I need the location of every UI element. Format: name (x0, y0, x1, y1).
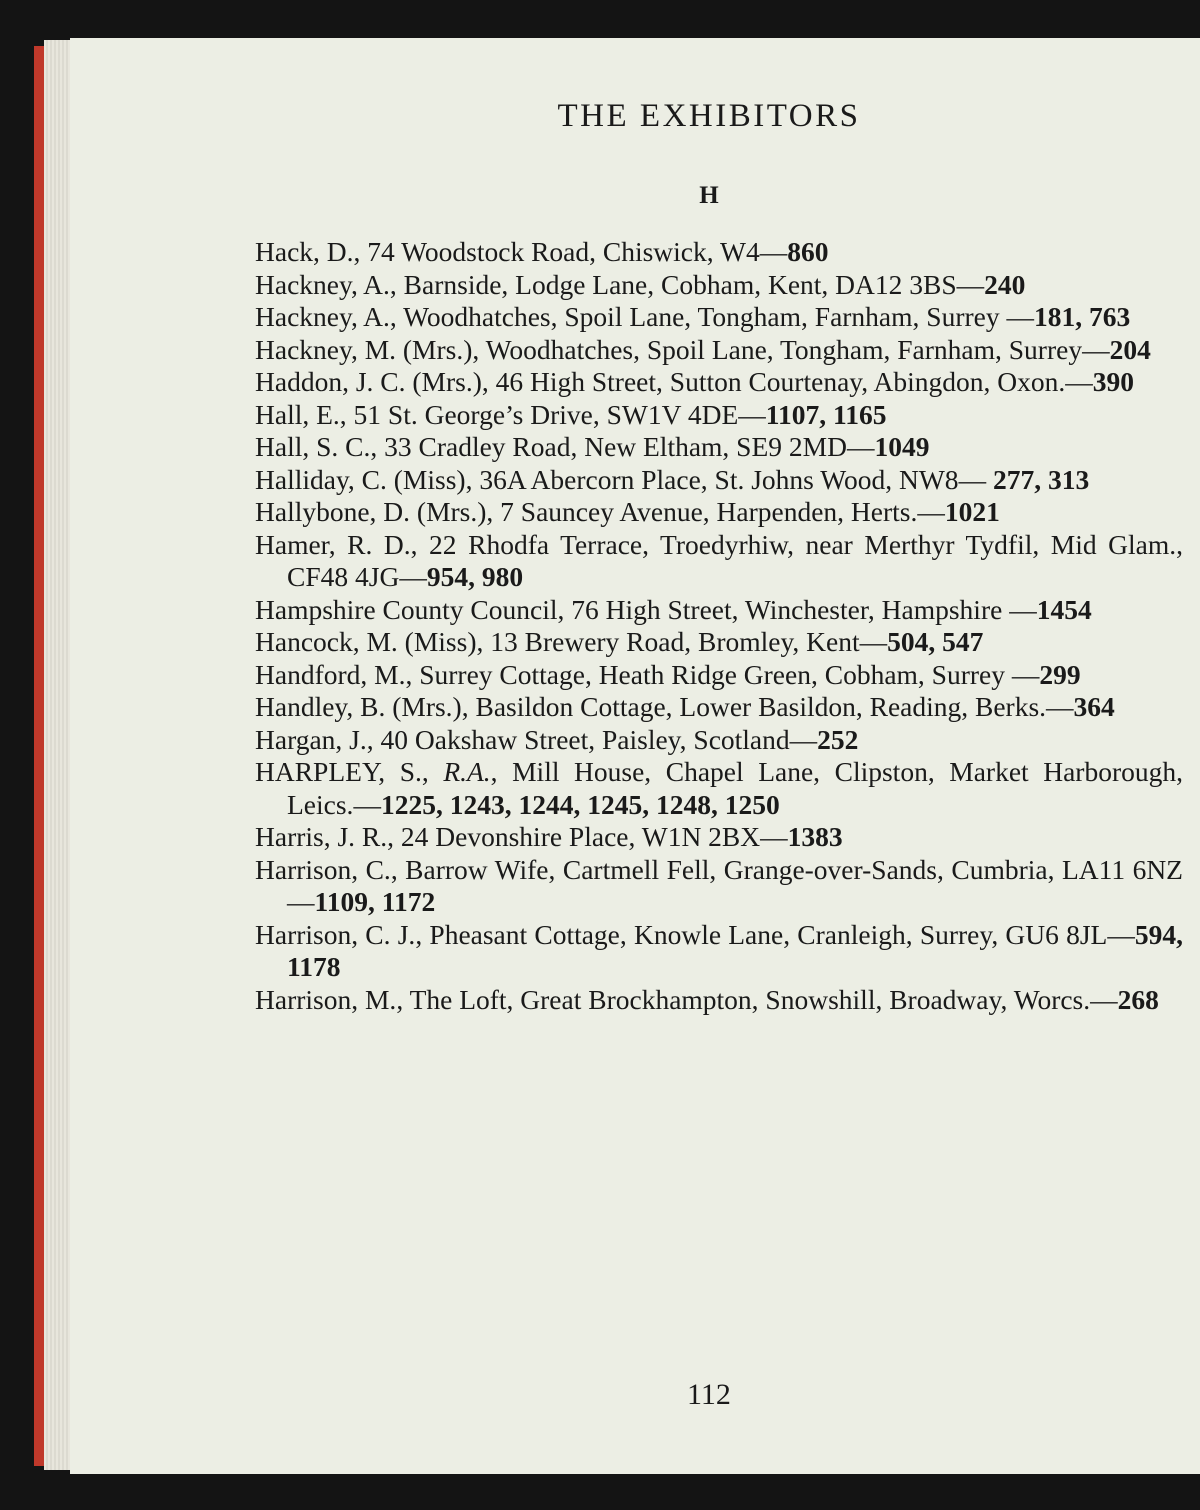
exhibitor-address: , 40 Oakshaw Street, Paisley, Scotland (366, 723, 790, 755)
exhibitor-name: Halliday, C. (Miss) (255, 463, 466, 495)
entry-dash: — (738, 398, 766, 430)
book-page (70, 38, 1200, 1474)
entry-dash: — (859, 626, 888, 657)
exhibitor-entry (255, 691, 1183, 724)
exhibitor-address: , Woodhatches, Spoil Lane, Tongham, Farnham, Surrey (389, 301, 1007, 332)
entry-dash: — (1065, 366, 1093, 397)
exhibitor-address: , Barnside, Lodge Lane, Cobham, Kent, DA12 3BS (389, 268, 957, 300)
catalogue-numbers: 299 (1039, 658, 1081, 690)
catalogue-numbers: 204 (1109, 333, 1151, 365)
exhibitor-entry (255, 984, 1183, 1017)
catalogue-numbers: 364 (1073, 691, 1115, 722)
exhibitor-name: Hackney, A. (255, 268, 390, 300)
catalogue-numbers: 268 (1117, 983, 1159, 1015)
exhibitor-address: , 51 St. George’s Drive, SW1V 4DE (339, 398, 739, 430)
exhibitor-entry: HARPLEY, S., R.A., Mill House, Chapel Lane, Clipston, Market Harborough, Leics.—1225, 1243, 1244, 1245, 1248, 1250 (255, 756, 1183, 820)
exhibitor-name: Haddon, J. C. (Mrs.) (255, 366, 482, 397)
exhibitor-address: , Barrow Wife, Cartmell Fell, Grange-over-Sands, Cumbria, LA11 6NZ (390, 853, 1183, 885)
exhibitor-entry (255, 821, 1183, 854)
exhibitor-address: , 13 Brewery Road, Bromley, Kent (476, 626, 860, 657)
entry-dash: — (399, 561, 427, 592)
page-heading: THE EXHIBITORS (557, 98, 861, 134)
exhibitor-list (255, 236, 1183, 1016)
catalogue-numbers: 1109, 1172 (314, 886, 436, 917)
exhibitor-address: , 36A Abercorn Place, St. Johns Wood, NW8 (465, 463, 959, 495)
exhibitor-entry (255, 659, 1183, 692)
entry-dash: — (1107, 918, 1135, 950)
exhibitor-name: Hargan, J. (255, 723, 367, 755)
entry-dash: — (1011, 658, 1040, 690)
exhibitor-name: Handley, B. (Mrs.) (255, 691, 462, 722)
entry-dash: — (1046, 691, 1074, 722)
catalogue-numbers: 277, 313 (992, 463, 1090, 495)
exhibitor-entry (255, 724, 1183, 757)
exhibitor-address: , 22 Rhodfa Terrace, Troedyrhiw, near Merthyr Tydfil, Mid Glam., CF48 4JG (287, 528, 1183, 592)
exhibitor-entry (255, 366, 1183, 399)
exhibitor-entry (255, 919, 1183, 984)
exhibitor-name: Hackney, A. (255, 301, 390, 332)
entry-dash: — (1009, 593, 1037, 625)
exhibitor-entry (255, 626, 1183, 659)
exhibitor-name: Harrison, C. J. (255, 918, 416, 950)
exhibitor-address: , 24 Devonshire Place, W1N 2BX (387, 821, 761, 852)
catalogue-numbers: 1049 (874, 431, 930, 462)
catalogue-numbers: 1454 (1036, 593, 1092, 625)
exhibitor-address: , Woodhatches, Spoil Lane, Tongham, Farnham, Surrey (472, 333, 1083, 365)
exhibitor-address: , Mill House, Chapel Lane, Clipston, Market Harborough, Leics. (287, 756, 1183, 820)
exhibitor-name: Hall, E. (255, 398, 340, 430)
entry-dash: — (1090, 983, 1118, 1015)
exhibitor-title: R.A. (443, 756, 491, 787)
exhibitor-entry (255, 529, 1183, 594)
exhibitor-entry (255, 431, 1183, 464)
exhibitor-address: , 33 Cradley Road, New Eltham, SE9 2MD (370, 431, 847, 462)
exhibitor-name: Harrison, C. (255, 853, 391, 885)
catalogue-numbers: 504, 547 (887, 626, 984, 657)
exhibitor-address: , 76 High Street, Winchester, Hampshire (557, 593, 1010, 625)
exhibitor-entry (255, 854, 1183, 919)
exhibitor-entry (255, 496, 1183, 529)
catalogue-numbers: 1107, 1165 (765, 398, 887, 430)
page-number: 112 (687, 1378, 731, 1411)
exhibitor-entry (255, 399, 1183, 432)
exhibitor-address: , Surrey Cottage, Heath Ridge Green, Cobham, Surrey (405, 658, 1012, 690)
catalogue-numbers: 390 (1092, 366, 1134, 397)
catalogue-numbers: 860 (787, 236, 829, 267)
exhibitor-name: Hack, D. (255, 236, 354, 267)
section-letter: H (699, 182, 719, 209)
exhibitor-name: Hancock, M. (Miss) (255, 626, 477, 657)
exhibitor-entry (255, 236, 1183, 269)
entry-dash: — (917, 496, 945, 527)
catalogue-numbers: 1021 (944, 496, 1000, 527)
entry-dash: — (760, 821, 788, 852)
exhibitor-name: Handford, M. (255, 658, 406, 690)
exhibitor-address: , Pheasant Cottage, Knowle Lane, Cranleigh, Surrey, GU6 8JL (415, 918, 1108, 950)
exhibitor-address: , Basildon Cottage, Lower Basildon, Reading, Berks. (461, 691, 1047, 722)
catalogue-numbers: 240 (984, 268, 1026, 300)
exhibitor-address: , 7 Sauncey Avenue, Harpenden, Herts. (486, 496, 918, 527)
entry-dash: — (958, 463, 993, 495)
exhibitor-entry (255, 301, 1183, 334)
exhibitor-name: Hackney, M. (Mrs.) (255, 333, 473, 365)
exhibitor-entry (255, 464, 1183, 497)
entry-dash: — (1006, 301, 1034, 332)
exhibitor-address: , 46 High Street, Sutton Courtenay, Abingdon, Oxon. (481, 366, 1066, 397)
entry-dash: — (287, 886, 315, 917)
exhibitor-name: Harrison, M. (255, 983, 397, 1015)
exhibitor-name: Hall, S. C. (255, 431, 371, 462)
entry-dash: — (1082, 333, 1110, 365)
exhibitor-name: HARPLEY, S. (255, 756, 422, 787)
exhibitor-name: Hallybone, D. (Mrs.) (255, 496, 487, 527)
exhibitor-address: , The Loft, Great Brockhampton, Snowshill, Broadway, Worcs. (396, 983, 1091, 1015)
entry-dash: — (846, 431, 875, 462)
exhibitor-entry (255, 334, 1183, 367)
exhibitor-entry (255, 594, 1183, 627)
catalogue-numbers: 954, 980 (426, 561, 524, 592)
exhibitor-address: , 74 Woodstock Road, Chiswick, W4 (353, 236, 760, 267)
exhibitor-name: Hampshire County Council (255, 593, 558, 625)
entry-dash: — (789, 723, 818, 755)
entry-dash: — (353, 788, 381, 820)
exhibitor-entry (255, 269, 1183, 302)
entry-dash: — (956, 268, 985, 300)
exhibitor-name: Hamer, R. D. (255, 528, 411, 560)
exhibitor-name: Harris, J. R. (255, 821, 388, 852)
catalogue-numbers: 1225, 1243, 1244, 1245, 1248, 1250 (380, 788, 780, 820)
catalogue-numbers: 594, 1178 (287, 918, 1183, 982)
entry-dash: — (759, 236, 788, 267)
catalogue-numbers: 252 (817, 723, 859, 755)
catalogue-numbers: 181, 763 (1033, 301, 1131, 332)
catalogue-numbers: 1383 (787, 821, 843, 852)
